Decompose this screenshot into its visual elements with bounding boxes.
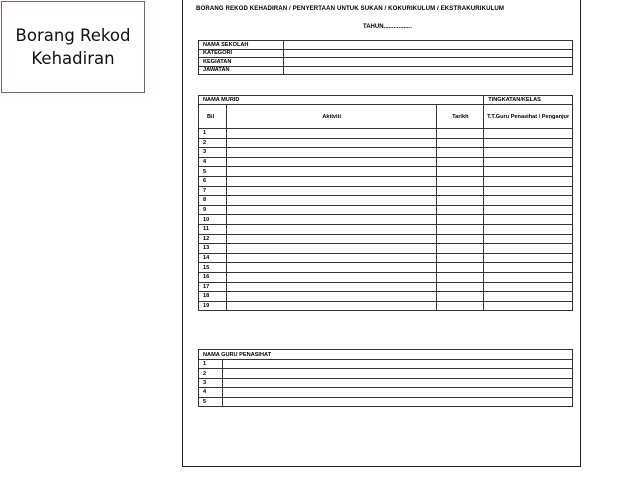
activity-cell [226,157,437,167]
signature-cell [484,234,573,244]
signature-cell [484,138,573,148]
table-row [199,205,573,215]
row-number: 8 [199,196,227,206]
school-info-table [198,40,573,75]
table-row [199,148,573,158]
date-cell [437,244,484,254]
row-number: 10 [199,215,227,225]
student-name-row [199,96,573,105]
activity-cell [226,263,437,273]
row-number: 5 [199,397,223,406]
row-number: 17 [199,282,227,292]
row-number: 12 [199,234,227,244]
form-year: TAHUN................. [363,24,412,30]
row-number: 11 [199,224,227,234]
advisor-label: NAMA GURU PENASIHAT [199,350,573,360]
table-row [199,167,573,177]
col-sign-header: T.T.Guru Penasihat / Penganjur [484,105,573,129]
date-cell [437,253,484,263]
row-number: 1 [199,129,227,139]
table-row [199,292,573,302]
info-label: KATEGORI [199,49,284,58]
table-row [199,224,573,234]
date-cell [437,263,484,273]
info-value-cell [284,66,573,75]
table-row [199,253,573,263]
activity-cell [226,205,437,215]
signature-cell [484,215,573,225]
student-name-label: NAMA MURID [199,96,484,105]
date-cell [437,167,484,177]
signature-cell [484,167,573,177]
date-cell [437,196,484,206]
activity-cell [226,196,437,206]
activity-cell [226,244,437,254]
table-row [199,388,573,397]
date-cell [437,234,484,244]
signature-cell [484,244,573,254]
col-no-header: Bil [199,105,227,129]
advisor-rows [199,360,573,407]
slide-title: Borang Rekod Kehadiran [15,26,131,68]
date-cell [437,186,484,196]
table-row [199,196,573,206]
student-level-label: TINGKATAN/KELAS [484,96,573,105]
activity-cell [226,148,437,158]
info-value-cell [284,58,573,67]
table-row [199,378,573,387]
signature-cell [484,176,573,186]
advisor-name-cell [223,369,573,378]
row-number: 7 [199,186,227,196]
slide-title-box [1,1,145,93]
advisor-name-cell [223,388,573,397]
activity-cell [226,186,437,196]
date-cell [437,224,484,234]
activity-cell [226,167,437,177]
signature-cell [484,282,573,292]
row-number: 6 [199,176,227,186]
row-number: 19 [199,301,227,311]
table-row [199,215,573,225]
row-number: 4 [199,388,223,397]
col-date-header: Tarikh [437,105,484,129]
row-number: 4 [199,157,227,167]
signature-cell [484,301,573,311]
date-cell [437,148,484,158]
date-cell [437,138,484,148]
activity-cell [226,234,437,244]
advisor-table [198,349,573,407]
info-value-cell [284,41,573,50]
signature-cell [484,186,573,196]
table-row [199,186,573,196]
row-number: 2 [199,138,227,148]
row-number: 14 [199,253,227,263]
student-rows [199,129,573,311]
info-label: KEGIATAN [199,58,284,67]
info-row [199,58,573,67]
table-row [199,397,573,406]
row-number: 16 [199,272,227,282]
table-row [199,234,573,244]
table-row [199,157,573,167]
date-cell [437,157,484,167]
date-cell [437,272,484,282]
advisor-name-cell [223,360,573,369]
info-label: NAMA SEKOLAH [199,41,284,50]
date-cell [437,282,484,292]
info-row [199,41,573,50]
activity-cell [226,215,437,225]
table-row [199,369,573,378]
table-row [199,244,573,254]
advisor-name-cell [223,378,573,387]
activity-cell [226,224,437,234]
signature-cell [484,272,573,282]
signature-cell [484,196,573,206]
row-number: 9 [199,205,227,215]
activity-cell [226,301,437,311]
row-number: 5 [199,167,227,177]
info-value-cell [284,49,573,58]
activity-cell [226,138,437,148]
row-number: 13 [199,244,227,254]
activity-cell [226,176,437,186]
col-activity-header: Aktiviti [226,105,437,129]
row-number: 18 [199,292,227,302]
info-row [199,66,573,75]
table-row [199,272,573,282]
activity-cell [226,253,437,263]
form-title: BORANG REKOD KEHADIRAN / PENYERTAAN UNTUK SUKAN / KOKURIKULUM / EKSTRAKURIKULUM [196,5,505,12]
column-header-row [199,105,573,129]
signature-cell [484,253,573,263]
date-cell [437,129,484,139]
table-row [199,138,573,148]
date-cell [437,176,484,186]
signature-cell [484,148,573,158]
signature-cell [484,205,573,215]
activity-cell [226,282,437,292]
row-number: 2 [199,369,223,378]
activity-cell [226,292,437,302]
signature-cell [484,263,573,273]
row-number: 1 [199,360,223,369]
signature-cell [484,224,573,234]
date-cell [437,215,484,225]
row-number: 3 [199,378,223,387]
info-label: JAWATAN [199,66,284,75]
activity-cell [226,272,437,282]
signature-cell [484,129,573,139]
signature-cell [484,292,573,302]
table-row [199,301,573,311]
date-cell [437,205,484,215]
attendance-form [182,0,581,467]
date-cell [437,301,484,311]
table-row [199,129,573,139]
advisor-name-cell [223,397,573,406]
row-number: 3 [199,148,227,158]
activity-cell [226,129,437,139]
table-row [199,263,573,273]
row-number: 15 [199,263,227,273]
signature-cell [484,157,573,167]
advisor-header-row [199,350,573,360]
table-row [199,360,573,369]
table-row [199,176,573,186]
info-row [199,49,573,58]
student-activity-table [198,95,573,311]
table-row [199,282,573,292]
date-cell [437,292,484,302]
